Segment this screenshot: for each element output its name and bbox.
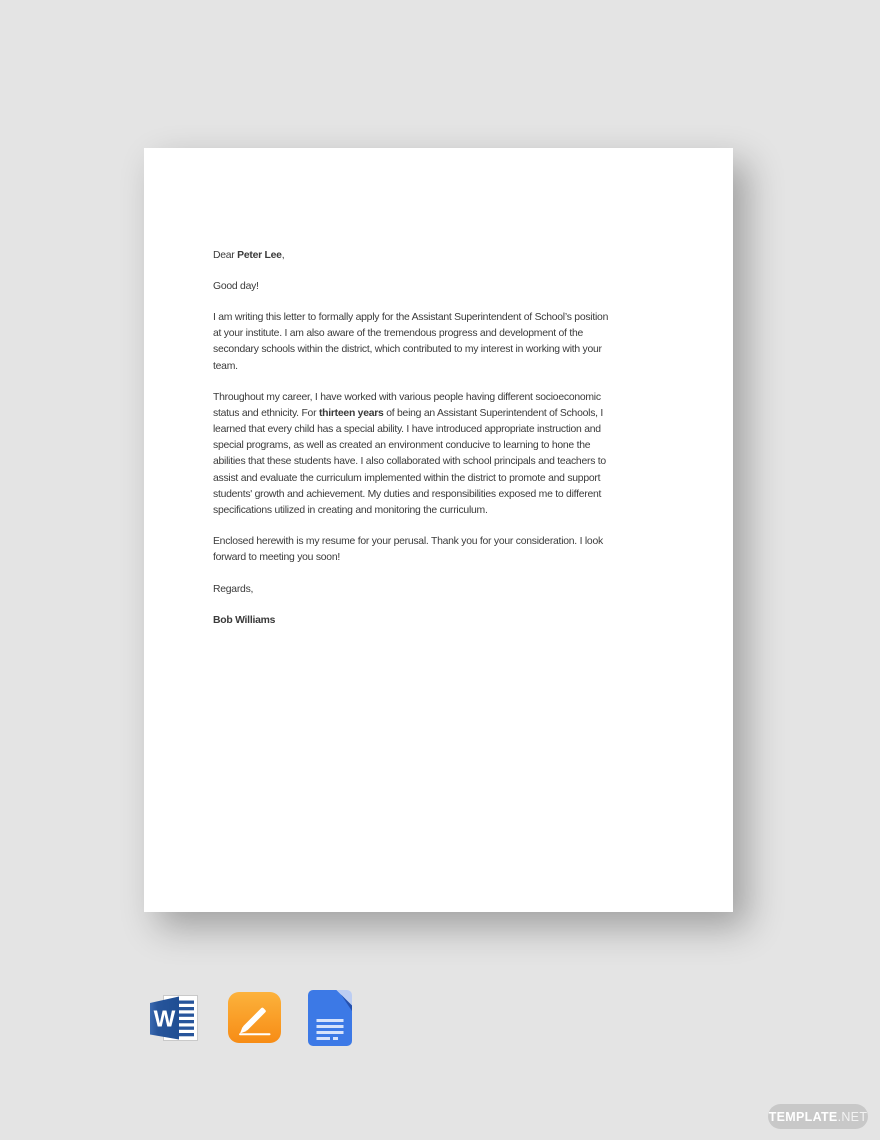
word-letter: W bbox=[153, 1005, 176, 1032]
letter-paragraph-closing: Regards, bbox=[213, 584, 254, 596]
letter-body bbox=[213, 248, 665, 644]
letter-paragraph-paragraph-3: Enclosed herewith is my resume for your perusal. Thank you for your consideration. I look forward to meeting you soon! bbox=[213, 536, 603, 564]
template-net-watermark bbox=[768, 1104, 868, 1129]
microsoft-word-icon[interactable] bbox=[148, 993, 200, 1043]
letter-paragraph-paragraph-2: Throughout my career, I have worked with various people having different socioeconomic status and ethnicity. For thirteen years of being an Assistant Superintendent of Schools, I learned that every child has a special ability. I have introduced appropriate instruction and special programs, as well as created an environment conducive to learning to hone the abilities that these students have. I also collaborated with school principals and teachers to assist and evaluate the curriculum implemented within the district to promote and support students' growth and achievement. My duties and responsibilities exposed me to different specifications utilized in creating and monitoring the curriculum. bbox=[213, 391, 606, 517]
letter-paragraph-salutation: Dear Peter Lee, bbox=[213, 250, 285, 261]
letter-paragraph-paragraph-1: I am writing this letter to formally apply for the Assistant Superintendent of School’s position at your institute. I am also aware of the tremendous progress and development of the secondary schools within the district, which contributed to my interest in working with your team. bbox=[213, 312, 609, 372]
letter-page bbox=[144, 148, 733, 912]
watermark-brand-text: TEMPLATE bbox=[768, 1109, 838, 1124]
letter-paragraph-greeting: Good day! bbox=[213, 281, 259, 292]
letter-paragraph-signature: Bob Williams bbox=[213, 615, 276, 627]
apple-pages-icon[interactable] bbox=[228, 992, 281, 1043]
watermark-brand-suffix: .NET bbox=[837, 1109, 868, 1124]
google-docs-icon[interactable] bbox=[308, 990, 352, 1046]
